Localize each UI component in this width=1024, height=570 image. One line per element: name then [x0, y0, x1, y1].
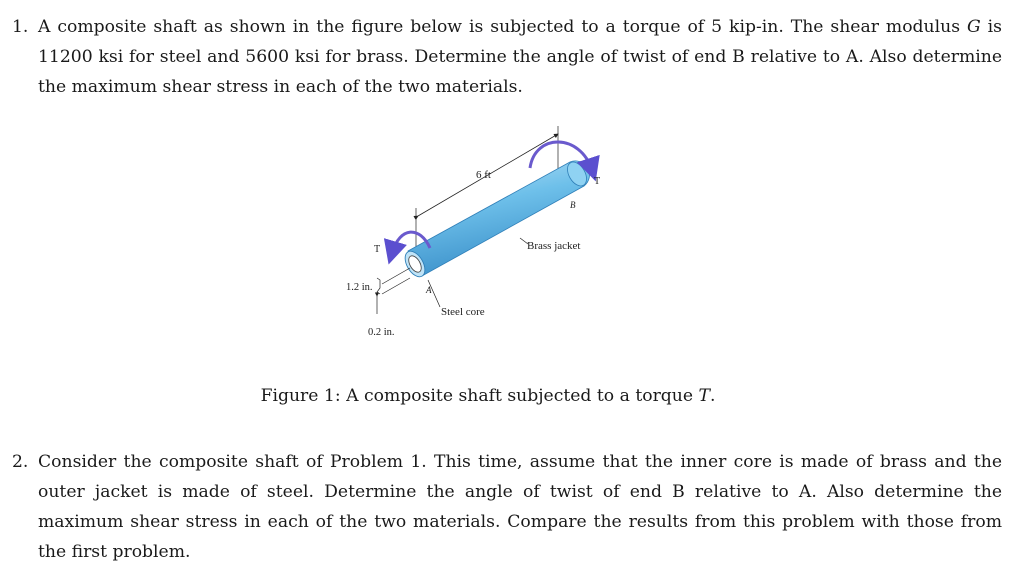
problem-1-text-part-2: is 11200 ksi for steel and 5600 ksi for brass. Determine the angle of twist of end B relative to A. Also determine the maximum shear stress in each of the two materials.	[38, 17, 1003, 97]
problem-2-number: 2.	[12, 452, 29, 472]
steel-core-label: Steel core	[441, 306, 485, 318]
end-a-label: A	[426, 285, 432, 295]
problem-1	[12, 12, 1002, 102]
shear-modulus-symbol: G	[966, 17, 981, 37]
diameter-brace	[377, 278, 380, 294]
composite-shaft-figure	[330, 118, 630, 348]
length-label: 6 ft	[476, 169, 491, 181]
diameter-label: 1.2 in.	[346, 282, 373, 293]
problem-2-text: Consider the composite shaft of Problem 1. This time, assume that the inner core is made of brass and the outer jacket is made of steel. Determine the angle of twist of end B relative to A. Also determine the maximum shear stress in each of the two materials. Compare the results from this problem with those from the first problem.	[38, 452, 1002, 562]
problem-1-number: 1.	[12, 17, 29, 37]
problem-1-text-part-1: A composite shaft as shown in the figure below is subjected to a torque of 5 kip-in. The shear modulus	[38, 17, 967, 37]
end-b-label: B	[570, 200, 576, 210]
problem-2	[12, 447, 1002, 567]
caption-torque-symbol: T	[698, 386, 710, 406]
figure-caption	[0, 381, 976, 411]
diameter-dim-upper	[382, 268, 410, 284]
caption-text: Figure 1: A composite shaft subjected to a torque	[260, 386, 699, 406]
diameter-dim-lower	[382, 278, 410, 294]
torque-label-right: T	[594, 176, 601, 187]
brass-jacket-label: Brass jacket	[527, 240, 581, 252]
brass-jacket-shaft	[408, 161, 590, 276]
caption-period: .	[709, 386, 716, 406]
thickness-label: 0.2 in.	[368, 327, 395, 338]
torque-label-left: T	[374, 244, 381, 255]
problem-1-text	[38, 12, 1002, 102]
